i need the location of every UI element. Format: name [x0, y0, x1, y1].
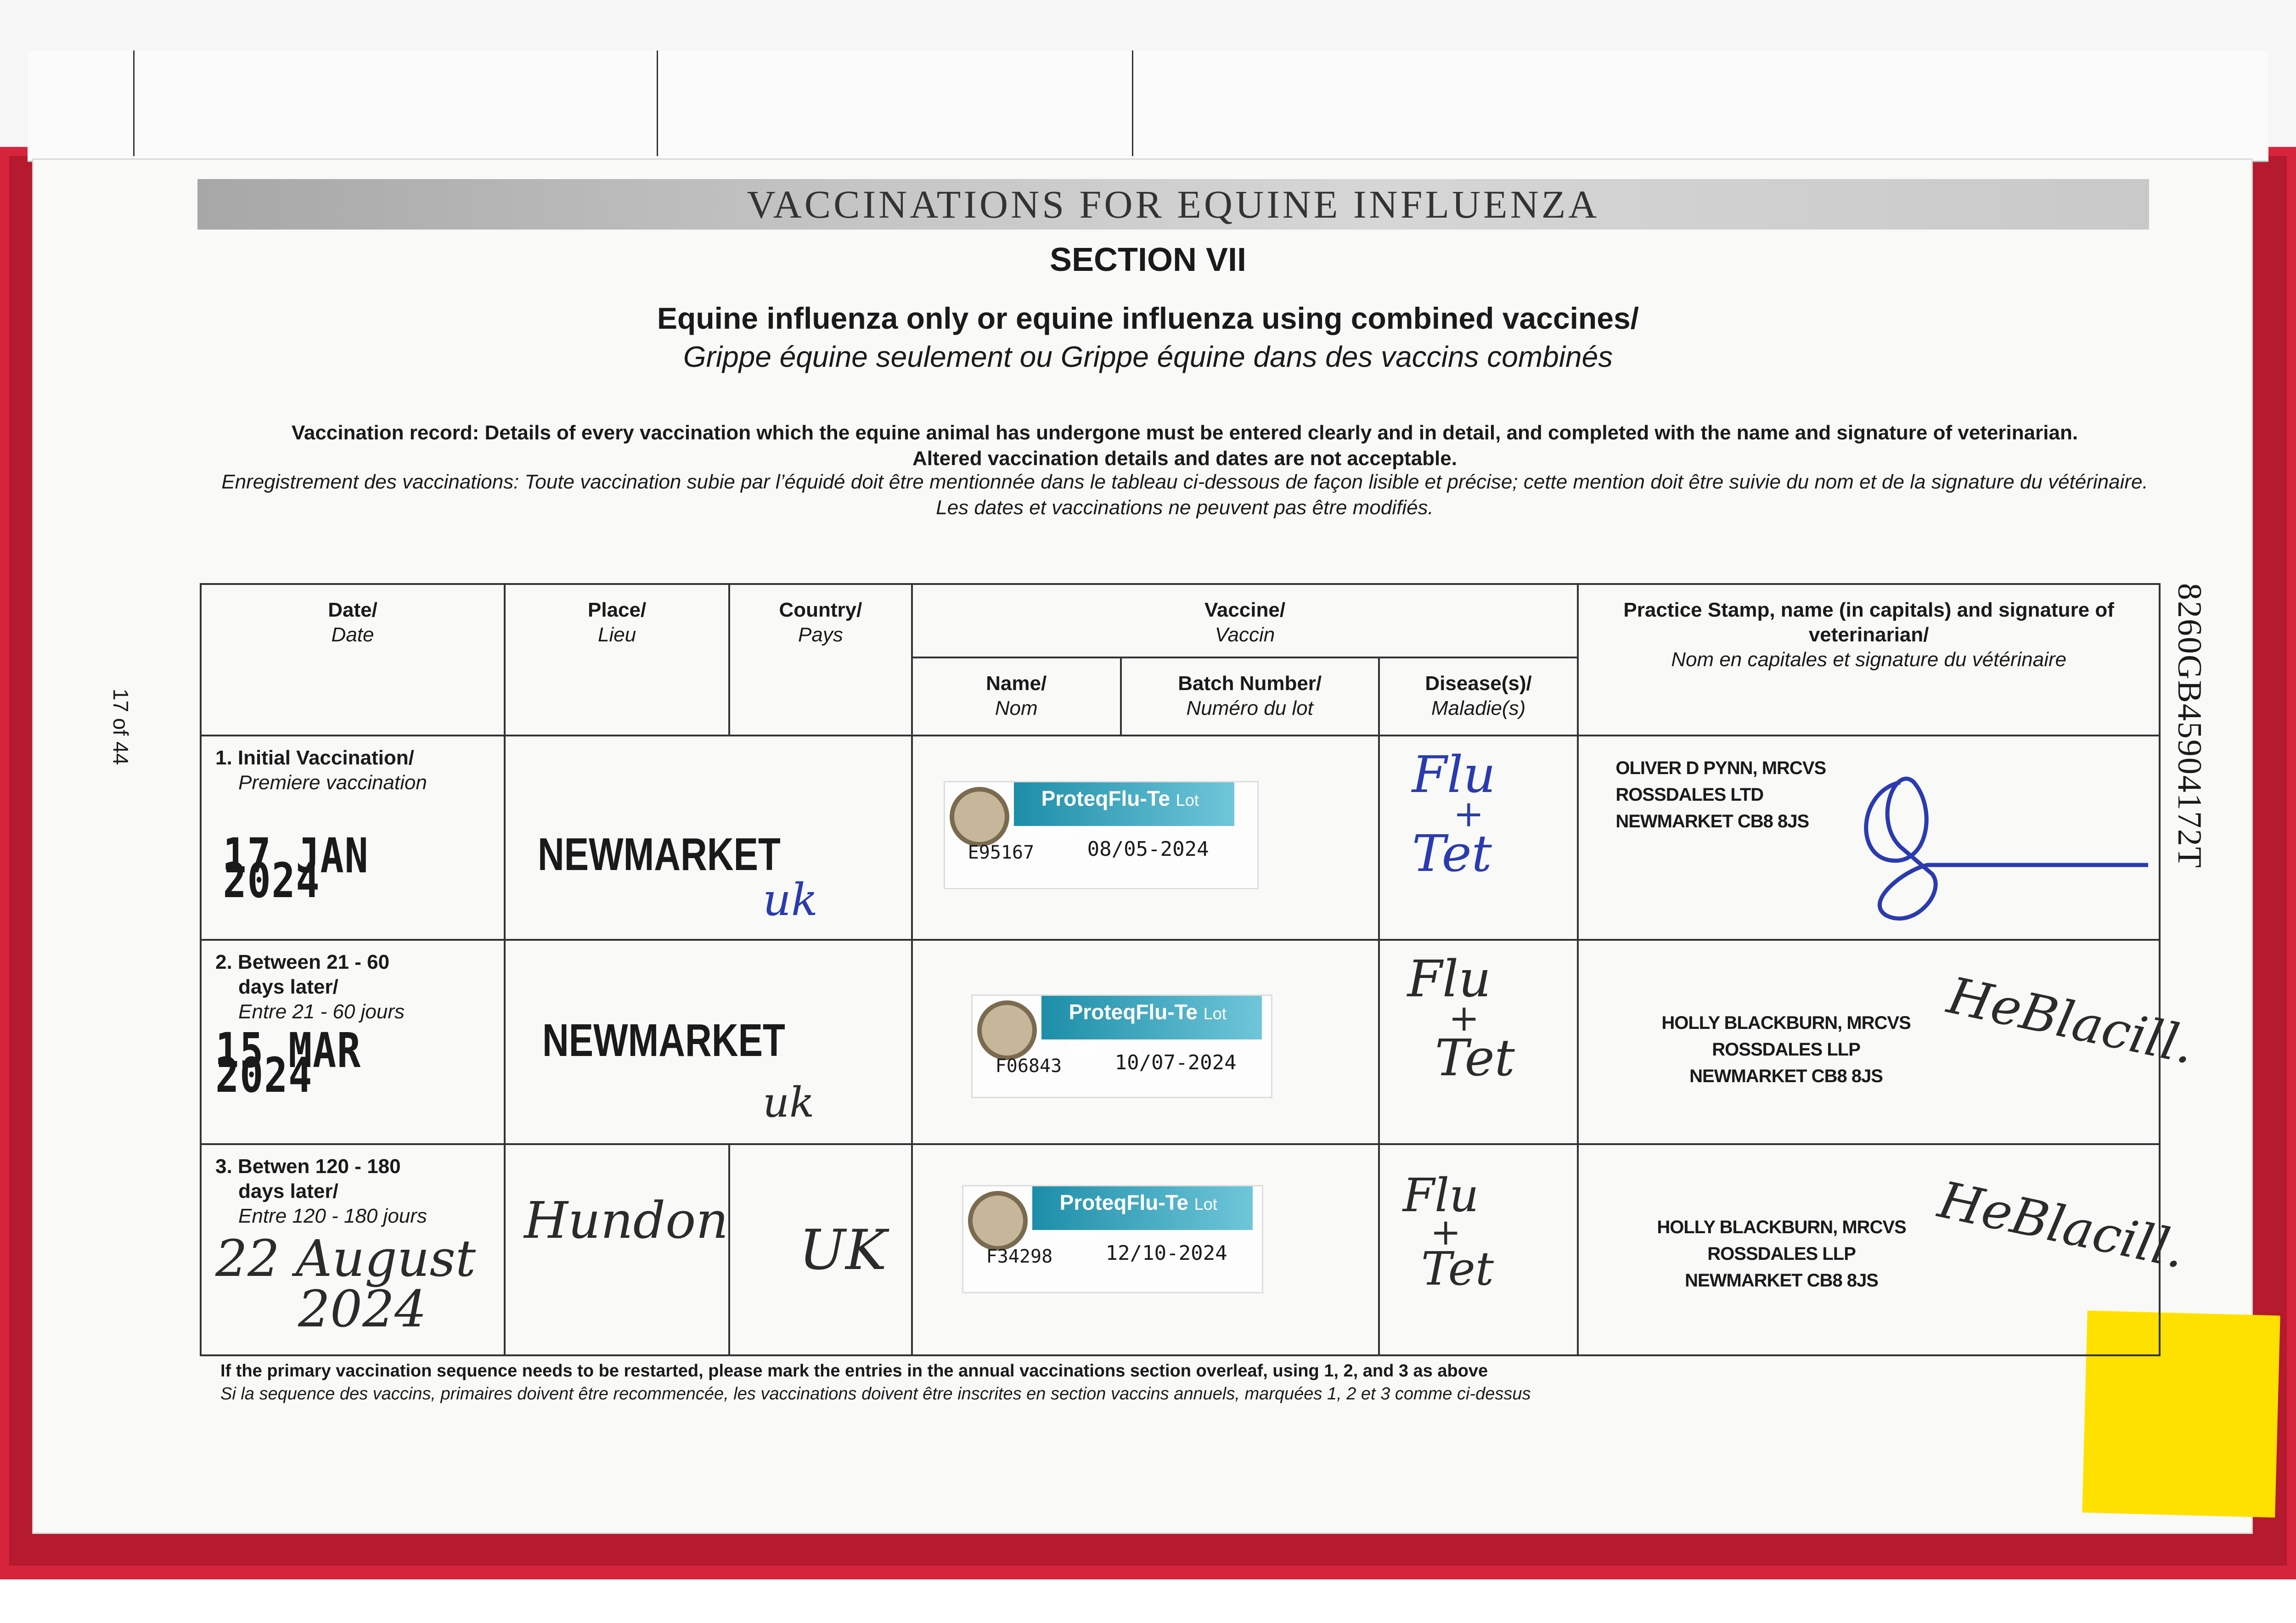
vet-signature: HeBlacill.: [1942, 966, 2200, 1076]
page-heading: VACCINATIONS FOR EQUINE INFLUENZA: [747, 182, 1600, 226]
expiry-date: 08/05-2024: [1087, 837, 1209, 861]
vet-cell: [1578, 940, 2200, 1144]
place-cell: [505, 1144, 729, 1355]
record-instructions-en-line1: Vaccination record: Details of every vaccination which the equine animal has undergone must be entered clearly and in detail, and completed with the name and signature of veterinarian.: [291, 421, 2078, 444]
header-country: Country/ Pays: [729, 584, 912, 736]
country-handwritten: uk: [763, 874, 818, 926]
place-stamp: NEWMARKET: [538, 829, 781, 880]
sticker-brand: ProteqFlu-Te Lot EXP:: [1014, 782, 1234, 826]
disease-plus: +: [1430, 1211, 1461, 1253]
vaccine-logo: [968, 1191, 1028, 1251]
header-batch: Batch Number/ Numéro du lot: [1121, 657, 1379, 736]
header-veterinarian: Practice Stamp, name (in capitals) and signature of veterinarian/ Nom en capitales et signature du vétérinaire: [1578, 584, 2160, 736]
previous-page-rule: [657, 51, 658, 156]
table-row: [201, 1144, 2160, 1355]
vaccine-name-batch-cell: [912, 1144, 1379, 1355]
disease-cell: [1379, 940, 1578, 1144]
footer-note-fr: Si la sequence des vaccins, primaires doivent être recommencée, les vaccinations doivent être inscrites en section vaccins annuels, marquées 1, 2 et 3 comme ci-dessus: [220, 1384, 1531, 1404]
place-country-cell: [505, 736, 912, 940]
previous-page-rule: [133, 51, 135, 156]
vaccine-logo: [950, 787, 1009, 847]
section-title: SECTION VII: [1049, 241, 1247, 278]
place-handwritten: Hundon: [524, 1191, 729, 1250]
footer-note-en: If the primary vaccination sequence needs to be restarted, please mark the entries in the annual vaccinations section overleaf, using 1, 2, and 3 as above: [220, 1361, 1488, 1381]
place-stamp: NEWMARKET: [542, 1015, 785, 1066]
record-instructions-fr: Enregistrement des vaccinations: Toute vaccination subie par l’équidé doit être mentionnée dans le tableau ci-dessous de façon lisible et précise; cette mention doit être suivie du nom et de la signature du vétérinaire. Les dates et vaccinations ne peuvent pas être modifiés.: [221, 471, 2148, 519]
header-date: Date/ Date: [201, 584, 505, 736]
date-cell: 2. Between 21 - 60 days later/ Entre 21 - 60 jours 15 MAR 2024: [201, 940, 505, 1144]
vet-stamp: HOLLY BLACKBURN, MRCVS ROSSDALES LLP NEWMARKET CB8 8JS: [1657, 1217, 1906, 1291]
expiry-date: 10/07-2024: [1114, 1051, 1237, 1074]
expiry-date: 12/10-2024: [1105, 1241, 1227, 1265]
vet-cell: [1578, 736, 2160, 940]
vaccine-sticker: [973, 996, 1271, 1097]
vaccine-sticker: [963, 1186, 1262, 1292]
batch-number: F06843: [995, 1056, 1062, 1077]
table-row: [201, 736, 2160, 940]
date-cell: 3. Betwen 120 - 180 days later/ Entre 120 - 180 jours 22 August 2024: [201, 1144, 505, 1355]
disease-tet: Tet: [1421, 1242, 1494, 1296]
place-country-cell: [505, 940, 912, 1144]
vet-stamp: HOLLY BLACKBURN, MRCVS ROSSDALES LLP NEWMARKET CB8 8JS: [1661, 1013, 1911, 1086]
vet-stamp: OLIVER D PYNN, MRCVS ROSSDALES LTD NEWMARKET CB8 8JS: [1615, 758, 1826, 831]
country-handwritten: uk: [763, 1078, 815, 1127]
sticker-brand: ProteqFlu-Te Lot EXP:: [1032, 1186, 1253, 1230]
vet-signature: [1845, 755, 2167, 938]
country-handwritten: UK: [799, 1219, 887, 1282]
disease-cell: [1379, 1144, 1578, 1355]
vaccination-date: 17 JAN 2024: [223, 828, 369, 909]
passport-code: 8260GB45904172T: [2171, 583, 2208, 869]
page-number: 17 of 44: [109, 689, 133, 765]
table-row: [201, 940, 2160, 1144]
header-name: Name/ Nom: [912, 657, 1121, 736]
previous-page-edge: [28, 51, 2268, 162]
vaccination-date: 15 MAR 2024: [215, 1022, 361, 1103]
header-vaccine: Vaccine/ Vaccin: [912, 584, 1578, 657]
subtitle-en: Equine influenza only or equine influenza using combined vaccines/: [657, 301, 1639, 335]
record-instructions-en-line2: Altered vaccination details and dates are not acceptable.: [912, 447, 1457, 470]
vaccination-date-handwritten: 22 August 2024: [215, 1229, 476, 1338]
header-disease: Disease(s)/ Maladie(s): [1379, 657, 1578, 736]
country-cell: [729, 1144, 912, 1355]
batch-number: E95167: [968, 842, 1035, 863]
vaccine-name-batch-cell: [912, 736, 1379, 940]
record-instructions-en: [207, 420, 2163, 472]
header-place: Place/ Lieu: [505, 584, 729, 736]
subtitle-fr: Grippe équine seulement ou Grippe équine dans des vaccins combinés: [683, 340, 1613, 373]
date-cell: 1. Initial Vaccination/ Premiere vaccination 17 JAN 2024: [201, 736, 505, 940]
disease-plus: +: [1448, 997, 1480, 1039]
vaccine-name-batch-cell: [912, 940, 1379, 1144]
disease-flu: Flu: [1402, 1168, 1479, 1222]
disease-tet: Tet: [1435, 1028, 1515, 1087]
disease-flu: Flu: [1407, 949, 1491, 1008]
disease-tet: Tet: [1412, 824, 1492, 883]
vet-cell: [1578, 1144, 2191, 1355]
disease-cell: [1379, 736, 1578, 940]
vaccine-sticker: [945, 782, 1257, 888]
vet-signature: HeBlacill.: [1933, 1170, 2191, 1280]
disease-plus: +: [1453, 792, 1484, 835]
batch-number: F34298: [986, 1246, 1053, 1267]
sticker-brand: ProteqFlu-Te Lot EXP:: [1041, 996, 1262, 1039]
vaccine-logo: [977, 1000, 1037, 1060]
heading-band: [197, 179, 2149, 230]
previous-page-rule: [1132, 51, 1133, 156]
disease-flu: Flu: [1412, 745, 1496, 804]
